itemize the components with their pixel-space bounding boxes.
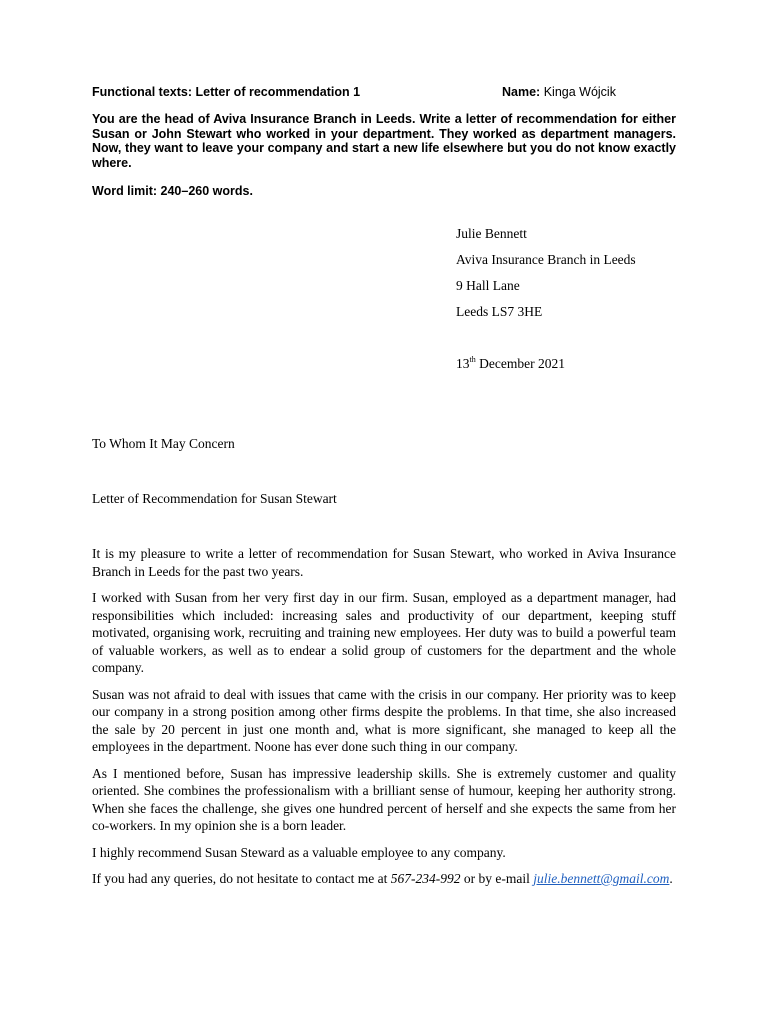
student-name (502, 84, 616, 100)
salutation: To Whom It May Concern (92, 436, 235, 451)
paragraph-responsibilities: I worked with Susan from her very first day in our firm. Susan, employed as a department manager, had responsibilities which included: increasing sales and productivity of our department, keeping stuff motivated, organising work, recruiting and training new employees. Her duty was to build a powerful team of valuable workers, as well as to endear a solid group of customers for the department and the whole company. (92, 590, 676, 675)
sender-address (456, 226, 636, 330)
task-instructions: You are the head of Aviva Insurance Branch in Leeds. Write a letter of recommendation for either Susan or John Stewart who worked in your department. They worked as department managers. Now, they want to leave your company and start a new life elsewhere but you do not know exactly where. (92, 112, 676, 170)
paragraph-crisis: Susan was not afraid to deal with issues that came with the crisis in our company. Her priority was to keep our company in a strong position among other firms despite the problems. In that time, she also increased the sale by 20 percent in just one month and, what is more significant, she managed to keep all the employees in the department. Noone has ever done such thing in our company. (92, 686, 676, 754)
name-value: Kinga Wójcik (543, 85, 616, 99)
sender-company: Aviva Insurance Branch in Leeds (456, 252, 636, 267)
date-rest: December 2021 (475, 356, 565, 371)
date-suffix: th (469, 355, 476, 364)
letter-body (92, 545, 676, 897)
word-limit: Word limit: 240–260 words. (92, 184, 253, 198)
paragraph-recommendation: I highly recommend Susan Steward as a valuable employee to any company. (92, 844, 506, 860)
contact-email-link[interactable]: julie.bennett@gmail.com (533, 871, 670, 886)
letter-date (456, 356, 565, 372)
sender-city: Leeds LS7 3HE (456, 304, 543, 319)
worksheet-title: Functional texts: Letter of recommendation 1 (92, 85, 361, 99)
contact-prefix: If you had any queries, do not hesitate to contact me at (92, 871, 391, 886)
paragraph-contact (92, 870, 676, 888)
letter-subject: Letter of Recommendation for Susan Stewart (92, 491, 337, 506)
paragraph-intro: It is my pleasure to write a letter of recommendation for Susan Stewart, who worked in Aviva Insurance Branch in Leeds for the past two years. (92, 546, 676, 579)
contact-suffix: . (669, 871, 673, 886)
sender-name: Julie Bennett (456, 226, 527, 241)
name-label: Name: (502, 85, 541, 99)
contact-phone: 567-234-992 (390, 871, 461, 886)
sender-street: 9 Hall Lane (456, 278, 520, 293)
contact-middle: or by e-mail (460, 871, 534, 886)
paragraph-leadership: As I mentioned before, Susan has impressive leadership skills. She is extremely customer and quality oriented. She combines the professionalism with a brilliant sense of humour, keeping her authority strong. When she faces the challenge, she gives one hundred percent of herself and she expects the same from her co-workers. In my opinion she is a born leader. (92, 765, 676, 833)
date-day: 13 (456, 356, 470, 371)
